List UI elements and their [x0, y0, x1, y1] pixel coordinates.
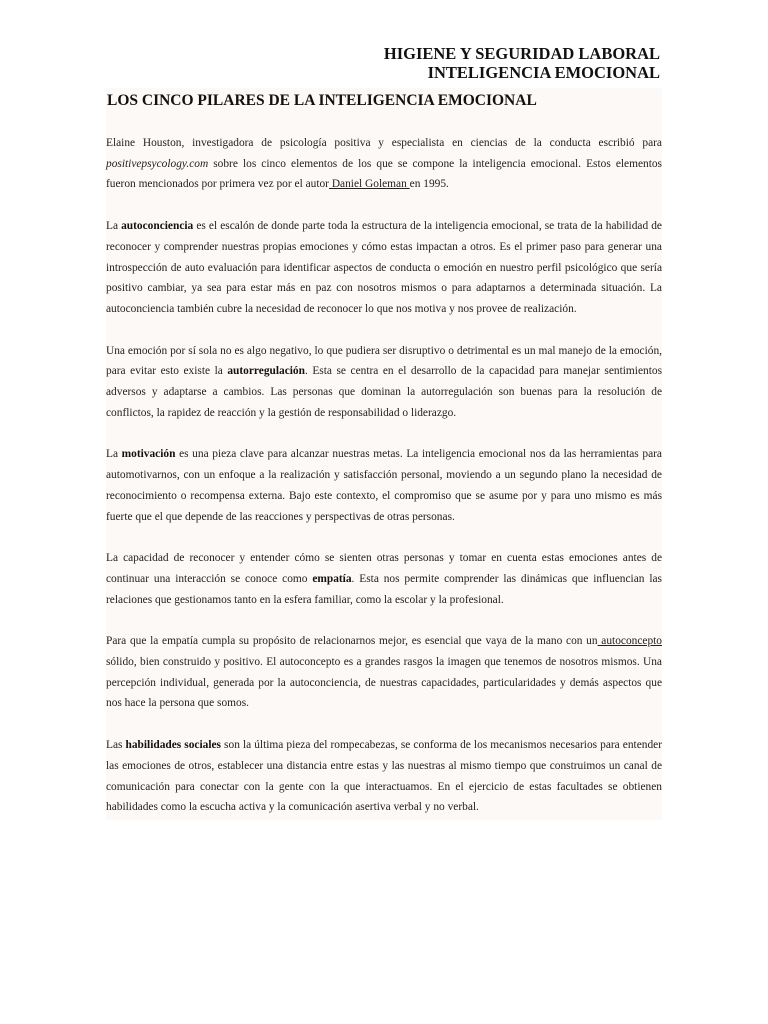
term-habilidades-sociales: habilidades sociales — [125, 739, 221, 752]
text: . Esta se centra en el desarrollo de la capacidad para manejar sentimientos adversos y adaptarse a cambios. Las personas que dominan la autorregulación son buenas para la resolución de conflictos, la rapidez de reacción y la gestión de responsabilidad o liderazgo. — [106, 365, 663, 419]
document-body — [106, 88, 662, 820]
text: sobre los cinco elementos de los que se compone la inteligencia emocional. Estos elementos fueron mencionados por primera vez por el autor — [106, 157, 662, 191]
text: Para que la empatía cumpla su propósito de relacionarnos mejor, es esencial que vaya de la mano con un — [106, 635, 598, 648]
text: . Esta nos permite comprender las dinámicas que influencian las relaciones que gestionamos tanto en la esfera familiar, como la escolar y la profesional. — [106, 572, 662, 606]
text: La — [106, 220, 122, 233]
paragraph-autorregulacion — [106, 341, 662, 424]
text: es una pieza clave para alcanzar nuestras metas. La inteligencia emocional nos da las herramientas para automotivarnos, con un enfoque a la realización y satisfacción personal, moviendo a un segundo plano la necesidad de reconocimiento o recompensa externa. Bajo este contexto, el compromiso que se asume por y para uno mismo es más fuerte que el que depende de las reacciones y perspectivas de otras personas. — [106, 448, 662, 523]
header-subject: HIGIENE Y SEGURIDAD LABORAL — [383, 44, 660, 63]
paragraph-habilidades-sociales — [106, 735, 662, 818]
header-topic: INTELIGENCIA EMOCIONAL — [427, 63, 660, 82]
term-autoconciencia: autoconciencia — [121, 220, 194, 233]
text: Las — [106, 739, 126, 752]
document-header — [384, 44, 660, 82]
page-title: LOS CINCO PILARES DE LA INTELIGENCIA EMOCIONAL — [107, 92, 537, 109]
paragraph-intro — [106, 133, 662, 195]
term-motivacion: motivación — [121, 448, 176, 461]
text: Una emoción por sí sola no es algo negativo, lo que pudiera ser disruptivo o detrimental es un mal manejo de la emoción, para evitar esto existe la — [106, 344, 662, 378]
paragraph-motivacion — [106, 444, 662, 527]
term-autorregulacion: autorregulación — [227, 365, 305, 378]
text: Elaine Houston, investigadora de psicología positiva y especialista en ciencias de la conducta escribió para — [106, 137, 662, 149]
text: en 1995. — [409, 178, 449, 191]
text: es el escalón de donde parte toda la estructura de la inteligencia emocional, se trata de la habilidad de reconocer y comprender nuestras propias emociones y cómo estas impactan a otros. Es el primer paso para generar una introspección de auto evaluación para identificar aspectos de conducta o emoción en nuestro perfil psicológico que sería positivo cambiar, ya sea para estar más en paz con nosotros mismos o para adaptarnos a determinada situación. La autoconciencia también cubre la necesidad de reconocer lo que nos motiva y nos provee de realización. — [106, 220, 662, 315]
paragraph-empatia — [106, 548, 662, 610]
site-name: positivepsycology.com — [106, 157, 209, 170]
text: La — [106, 448, 122, 461]
term-empatia: empatía — [312, 572, 352, 585]
autoconcepto-link[interactable]: autoconcepto — [597, 635, 663, 648]
text: La capacidad de reconocer y entender cómo se sienten otras personas y tomar en cuenta estas emociones antes de continuar una interacción se conoce como — [106, 552, 662, 585]
author-link[interactable]: Daniel Goleman — [328, 178, 410, 191]
paragraph-autoconcepto — [106, 631, 662, 714]
text: sólido, bien construido y positivo. El autoconcepto es a grandes rasgos la imagen que tenemos de nosotros mismos. Una percepción individual, generada por la autoconciencia, de nuestras capacidades, particularidades y demás aspectos que nos hace la persona que somos. — [106, 656, 662, 710]
paragraph-autoconciencia — [106, 216, 662, 320]
text: son la última pieza del rompecabezas, se conforma de los mecanismos necesarios para entender las emociones de otros, establecer una distancia entre estas y las nuestras al mismo tiempo que construimos un canal de comunicación para conectar con la gente con la que interactuamos. En el ejercicio de estas facultades se obtienen habilidades como la escucha activa y la comunicación asertiva verbal y no verbal. — [106, 739, 663, 814]
